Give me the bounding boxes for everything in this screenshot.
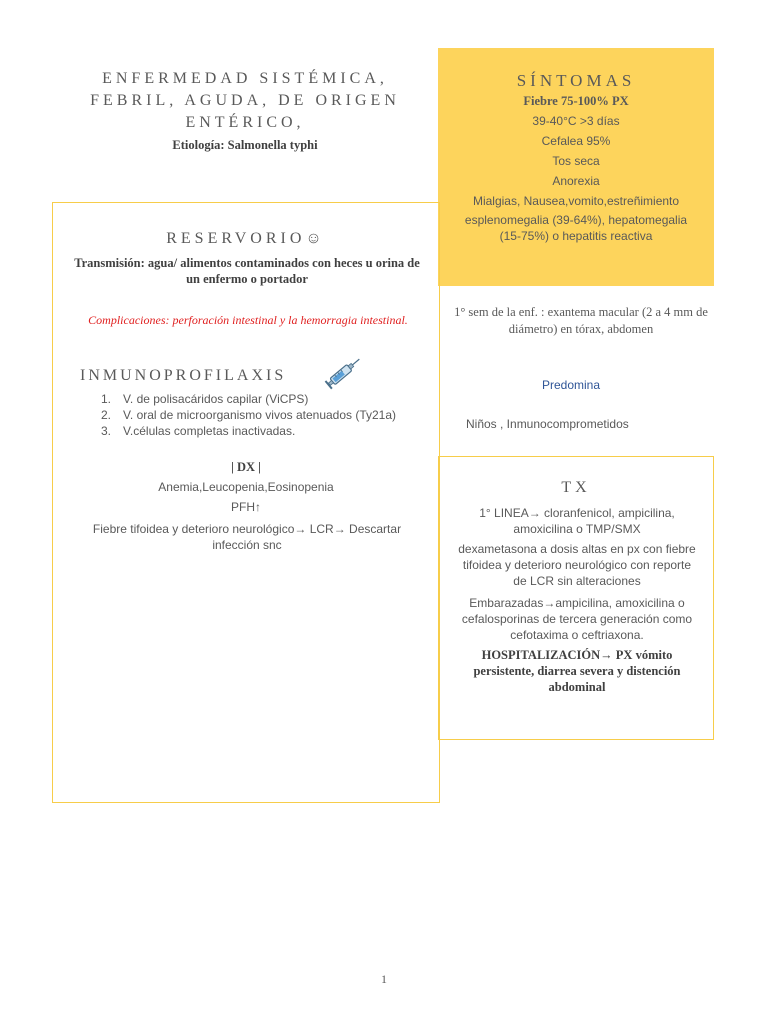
title-line-2: FEBRIL, AGUDA, DE ORIGEN bbox=[90, 92, 400, 109]
tx-heading: TX bbox=[561, 479, 591, 496]
predomina-label: Predomina bbox=[541, 378, 601, 392]
list-item: 1. V. de polisacáridos capilar (ViCPS) bbox=[101, 392, 309, 406]
sintoma-item: Tos seca bbox=[552, 154, 600, 168]
sintoma-item: Cefalea 95% bbox=[541, 134, 611, 148]
list-item: 3. V.células completas inactivadas. bbox=[101, 424, 296, 438]
document-title-block bbox=[55, 68, 435, 153]
tx-hospitalizacion: HOSPITALIZACIÓN→ PX vómito persistente, diarrea severa y distención abdominal bbox=[473, 648, 681, 694]
tx-embarazadas: Embarazadas→ampicilina, amoxicilina o cefalosporinas de tercera generación como cefotaxima o ceftriaxona. bbox=[461, 596, 693, 642]
sintomas-box bbox=[438, 48, 714, 286]
ninos-text: Niños , Inmunocomprometidos bbox=[466, 417, 629, 431]
sintoma-item: Anorexia bbox=[552, 174, 600, 188]
transmision-text: Transmisión: agua/ alimentos contaminados con heces u orina de un enfermo o portador bbox=[74, 256, 420, 286]
dx-values: Anemia,Leucopenia,Eosinopenia bbox=[158, 480, 334, 494]
exantema-text: 1° sem de la enf. : exantema macular (2 a 4 mm de diámetro) en tórax, abdomen bbox=[454, 305, 708, 336]
complicaciones-text: Complicaciones: perforación intestinal y la hemorragia intestinal. bbox=[88, 313, 408, 327]
title-line-3: ENTÉRICO, bbox=[185, 114, 305, 131]
syringe-icon bbox=[323, 353, 365, 391]
page-number: 1 bbox=[381, 972, 387, 986]
etiologia-text: Etiología: Salmonella typhi bbox=[172, 138, 318, 152]
tx-dexametasona: dexametasona a dosis altas en px con fiebre tifoidea y deterioro neurológico con reporte de LCR sin alteraciones bbox=[458, 542, 696, 588]
reservorio-heading: RESERVORIO☺ bbox=[166, 230, 326, 247]
sintoma-item: 39-40°C >3 días bbox=[532, 114, 620, 128]
inmunoprofilaxis-heading: INMUNOPROFILAXIS bbox=[80, 367, 287, 384]
vaccine-list bbox=[101, 391, 401, 439]
list-item: 2. V. oral de microorganismo vivos atenuados (Ty21a) bbox=[101, 408, 397, 422]
title-line-1: ENFERMEDAD SISTÉMICA, bbox=[102, 70, 388, 87]
pfh-text: PFH↑ bbox=[231, 500, 261, 514]
sintoma-item: esplenomegalia (39-64%), hepatomegalia (15-75%) o hepatitis reactiva bbox=[464, 213, 688, 243]
fiebre-lcr-text: Fiebre tifoidea y deterioro neurológico→ LCR→ Descartar infección snc bbox=[92, 522, 402, 552]
sintoma-item: Mialgias, Nausea,vomito,estreñimiento bbox=[472, 194, 680, 208]
reservorio-box bbox=[52, 202, 440, 803]
sintoma-fiebre: Fiebre 75-100% PX bbox=[523, 94, 629, 108]
dx-label: | DX | bbox=[231, 460, 261, 474]
tx-primera-linea: 1° LINEA→ cloranfenicol, ampicilina, amoxicilina o TMP/SMX bbox=[479, 506, 675, 536]
tx-box bbox=[438, 456, 714, 740]
sintomas-heading: SÍNTOMAS bbox=[516, 71, 636, 90]
